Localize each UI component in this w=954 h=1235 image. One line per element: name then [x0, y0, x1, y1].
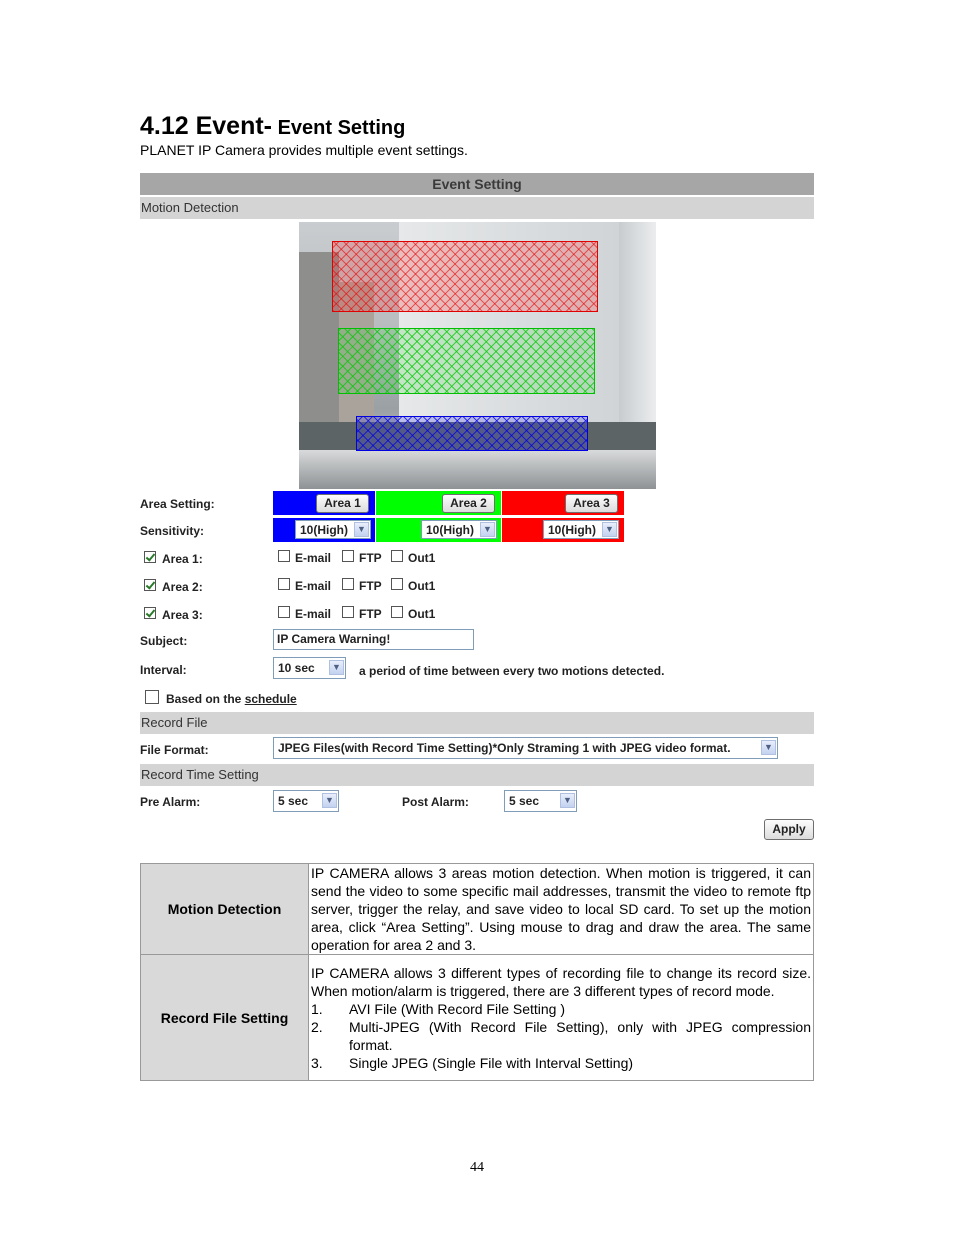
sensitivity-2-select[interactable] — [421, 520, 497, 539]
area-1-row-label: Area 1: — [162, 552, 203, 566]
chevron-down-icon: ▼ — [602, 522, 617, 537]
subject-input[interactable]: IP Camera Warning! — [273, 629, 474, 650]
intro-text: PLANET IP Camera provides multiple event settings. — [140, 142, 468, 158]
chevron-down-icon: ▼ — [322, 793, 337, 808]
area-3-ftp-label: FTP — [359, 607, 382, 621]
schedule-link[interactable]: schedule — [244, 692, 297, 706]
sensitivity-label: Sensitivity: — [140, 524, 205, 538]
area-1-out-label: Out1 — [408, 551, 436, 565]
area-1-ftp-label: FTP — [359, 551, 382, 565]
list-item-number: 2. — [311, 1018, 323, 1035]
sensitivity-3-cell — [502, 518, 624, 542]
area-3-button[interactable]: Area 3 — [565, 494, 618, 513]
list-item — [311, 1018, 811, 1054]
chevron-down-icon: ▼ — [329, 660, 344, 675]
area-2-button[interactable]: Area 2 — [442, 494, 495, 513]
sensitivity-3-value: 10(High) — [548, 523, 596, 537]
interval-select[interactable] — [273, 657, 346, 679]
chevron-down-icon: ▼ — [560, 793, 575, 808]
camera-view[interactable] — [299, 222, 656, 489]
list-item — [311, 1054, 811, 1072]
motion-zone-area-2[interactable] — [338, 328, 595, 394]
area-2-email-checkbox[interactable] — [278, 578, 290, 590]
schedule-text — [166, 692, 297, 706]
area-3-email-label: E-mail — [295, 607, 332, 621]
sensitivity-1-value: 10(High) — [300, 523, 348, 537]
area-2-checkbox[interactable] — [144, 579, 156, 591]
record-file-section: Record File — [140, 712, 814, 734]
area-1-checkbox[interactable] — [144, 551, 156, 563]
chevron-down-icon: ▼ — [480, 522, 495, 537]
area-2-out-label: Out1 — [408, 579, 436, 593]
post-alarm-label: Post Alarm: — [402, 795, 469, 809]
record-time-section: Record Time Setting — [140, 764, 814, 786]
area-2-email-label: E-mail — [295, 579, 332, 593]
interval-note: a period of time between every two motions detected. — [359, 664, 665, 678]
heading-title: Event Setting — [272, 117, 406, 139]
list-item-text: Multi-JPEG (With Record File Setting), only with JPEG compression format. — [349, 1018, 811, 1053]
description-table — [140, 863, 814, 1081]
row-body-motion-detection: IP CAMERA allows 3 areas motion detection. When motion is triggered, it can send the video to some specific mail addresses, transmit the video to remote ftp server, trigger the relay, and save video to local SD card. To set up the motion area, click “Area Setting”. Using mouse to drag and draw the area. The same operation for area 2 and 3. — [309, 864, 814, 955]
area-1-color-cell — [273, 491, 375, 515]
row-head-motion-detection: Motion Detection — [141, 864, 309, 955]
area-2-row-label: Area 2: — [162, 580, 203, 594]
motion-detection-section: Motion Detection — [140, 197, 814, 219]
table-row — [141, 864, 814, 955]
sensitivity-2-cell — [376, 518, 501, 542]
area-3-ftp-checkbox[interactable] — [342, 606, 354, 618]
chevron-down-icon: ▼ — [761, 740, 776, 755]
motion-zone-area-3[interactable] — [332, 241, 598, 312]
area-setting-label: Area Setting: — [140, 497, 215, 511]
apply-button[interactable]: Apply — [764, 819, 814, 840]
area-1-button[interactable]: Area 1 — [316, 494, 369, 513]
area-2-out-checkbox[interactable] — [391, 578, 403, 590]
pre-alarm-select[interactable] — [273, 790, 339, 812]
area-2-ftp-label: FTP — [359, 579, 382, 593]
chevron-down-icon: ▼ — [354, 522, 369, 537]
pre-alarm-label: Pre Alarm: — [140, 795, 201, 809]
schedule-prefix: Based on the — [166, 692, 245, 706]
list-item-number: 1. — [311, 1000, 323, 1017]
list-item-text: AVI File (With Record File Setting ) — [349, 1000, 566, 1017]
area-3-row-label: Area 3: — [162, 608, 203, 622]
row-head-record-file-setting: Record File Setting — [141, 955, 309, 1081]
file-format-label: File Format: — [140, 743, 209, 757]
schedule-checkbox[interactable] — [145, 690, 159, 704]
list-item-number: 3. — [311, 1054, 323, 1071]
area-1-out-checkbox[interactable] — [391, 550, 403, 562]
area-1-ftp-checkbox[interactable] — [342, 550, 354, 562]
area-3-email-checkbox[interactable] — [278, 606, 290, 618]
interval-value: 10 sec — [278, 661, 315, 675]
interval-label: Interval: — [140, 663, 187, 677]
area-2-color-cell — [376, 491, 501, 515]
area-3-out-label: Out1 — [408, 607, 436, 621]
page-number: 44 — [470, 1160, 484, 1175]
pre-alarm-value: 5 sec — [278, 794, 309, 808]
record-file-description: IP CAMERA allows 3 different types of recording file to change its record size. When motion/alarm is triggered, there are 3 different types of record mode. — [311, 964, 811, 999]
area-2-ftp-checkbox[interactable] — [342, 578, 354, 590]
area-3-checkbox[interactable] — [144, 607, 156, 619]
sensitivity-1-cell — [273, 518, 375, 542]
area-3-color-cell — [502, 491, 624, 515]
post-alarm-select[interactable] — [504, 790, 577, 812]
area-1-email-checkbox[interactable] — [278, 550, 290, 562]
area-1-email-label: E-mail — [295, 551, 332, 565]
subject-label: Subject: — [140, 634, 188, 648]
motion-zone-area-1[interactable] — [356, 416, 588, 451]
row-body-record-file-setting — [309, 955, 814, 1081]
area-3-out-checkbox[interactable] — [391, 606, 403, 618]
list-item-text: Single JPEG (Single File with Interval Setting) — [349, 1054, 634, 1071]
file-format-select[interactable] — [273, 737, 778, 759]
sensitivity-1-select[interactable] — [295, 520, 371, 539]
window-sill — [299, 450, 656, 489]
panel-title: Event Setting — [140, 173, 814, 195]
sensitivity-3-select[interactable] — [543, 520, 619, 539]
heading-number: 4.12 Event- — [140, 112, 273, 140]
file-format-value: JPEG Files(with Record Time Setting)*Only Straming 1 with JPEG video format. — [278, 741, 731, 755]
list-item — [311, 1000, 811, 1018]
table-row — [141, 955, 814, 1081]
sensitivity-2-value: 10(High) — [426, 523, 474, 537]
window-frame — [619, 222, 656, 452]
post-alarm-value: 5 sec — [509, 794, 540, 808]
section-heading — [140, 112, 405, 141]
